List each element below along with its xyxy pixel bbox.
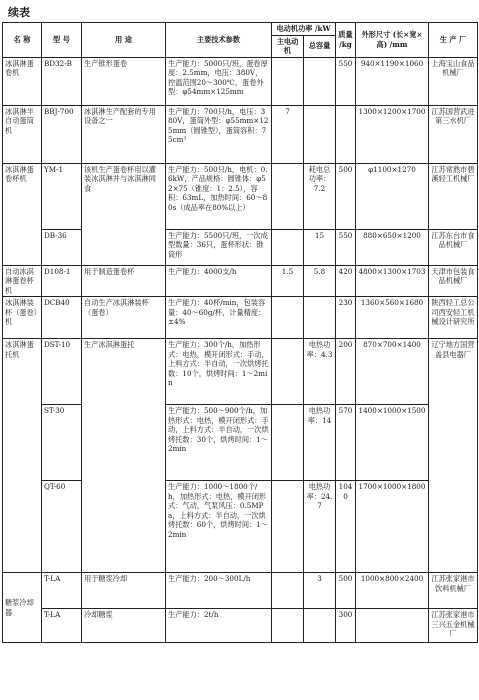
- cell-power-main: [272, 229, 304, 265]
- table-row: [3, 229, 478, 265]
- cell-params: 生产能力：5000只/班，蛋卷厚度：2.5mm，电压：380V，控温范围20～300℃，蛋卷外型：φ54mm×125mm: [166, 57, 272, 105]
- cell-model: QT-60: [42, 481, 82, 573]
- cell-model: DB-36: [42, 229, 82, 265]
- cell-mass: 500: [336, 573, 356, 609]
- cell-use: 冷却糖浆: [82, 609, 166, 643]
- cell-mfr: 上海宝山食品机械厂: [429, 57, 478, 105]
- cell-use: 生产锥形蛋卷: [82, 57, 166, 105]
- cell-mfr: 江苏国营武进第三水机厂: [429, 105, 478, 163]
- cell-use: 用于制造蛋卷杯: [82, 265, 166, 297]
- cell-power-main: [272, 339, 304, 405]
- cell-power-main: 1.5: [272, 265, 304, 297]
- cell-mass: 570: [336, 405, 356, 481]
- cell-power-main: 7: [272, 105, 304, 163]
- header-dims: 外形尺寸 (长×宽×高) /mm: [356, 23, 429, 58]
- cell-power-total: 3: [304, 573, 336, 609]
- cell-model: T-LA: [42, 609, 82, 643]
- cell-power-total: 5.8: [304, 265, 336, 297]
- cell-model: DCB40: [42, 297, 82, 339]
- table-row: [3, 573, 478, 609]
- header-name: 名 称: [3, 23, 42, 58]
- cell-name: 冰淇淋蛋托机: [3, 339, 42, 573]
- cell-power-total: 电热功率：14: [304, 405, 336, 481]
- table-row: [3, 405, 478, 481]
- cell-dims: 940×1190×1060: [356, 57, 429, 105]
- cell-use: 生产冰淇淋蛋托: [82, 339, 166, 573]
- cell-name: 自动冰淇淋蛋卷杯机: [3, 265, 42, 297]
- cell-model: DST-10: [42, 339, 82, 405]
- cell-params: 生产能力：700只/h，电压：380V，蛋筒外型：φ55mm×125mm（圆锥型），蛋筒容积：75cm³: [166, 105, 272, 163]
- cell-mass: 200: [336, 339, 356, 405]
- cell-power-main: [272, 609, 304, 643]
- header-power-main: 主电动机: [272, 35, 304, 57]
- cell-power-total: [304, 297, 336, 339]
- header-row: [3, 23, 478, 36]
- header-model: 型 号: [42, 23, 82, 58]
- cell-params: 生产能力：2t/h: [166, 609, 272, 643]
- header-power-total: 总容量: [304, 35, 336, 57]
- cell-mfr: 辽宁地方国营盖县电器厂: [429, 339, 478, 573]
- cell-name: 冰淇淋蛋卷机: [3, 57, 42, 105]
- cell-params: 生产能力：5500只/班，一次成型数量：36只，蛋杯形状：锥筒形: [166, 229, 272, 265]
- cell-mfr: 天津市包装食品机械厂: [429, 265, 478, 297]
- cell-dims: 4800×1300×1703: [356, 265, 429, 297]
- cell-power-total: [304, 105, 336, 163]
- header-power: 电动机功率 /kW: [272, 23, 336, 36]
- cell-dims: φ1100×1270: [356, 163, 429, 229]
- cell-power-total: 电热功率：4.3: [304, 339, 336, 405]
- cell-params: 生产能力：1000～1800个/h，加热形式：电热，模开闭形式：气动，气泵风压：0.5MPa，上料方式：半自动，一次烘烤托数：60个，烘烤时间：1～2min: [166, 481, 272, 573]
- cell-mass: 500: [336, 163, 356, 229]
- equipment-table: [2, 22, 478, 643]
- table-row: [3, 105, 478, 163]
- table-row: [3, 339, 478, 405]
- cell-dims: 1000×800×2400: [356, 573, 429, 609]
- cell-dims: 1400×1000×1500: [356, 405, 429, 481]
- cell-params: 生产能力：200～300L/h: [166, 573, 272, 609]
- cell-name: 冰淇淋半自动蛋筒机: [3, 105, 42, 163]
- cell-use: 该机生产蛋卷杯用以灌装冰淇淋并与冰淇淋同食: [82, 163, 166, 265]
- cell-mass: [336, 105, 356, 163]
- cell-mass: 300: [336, 609, 356, 643]
- cell-params: 生产能力：500只/h，电机：0.6kW，产品规格：圆锥体：φ52×75（锥度：1：2.5），容积：63mL，加热时间：60～80s（成品率在80%以上）: [166, 163, 272, 229]
- cell-params: 生产能力：4000支/h: [166, 265, 272, 297]
- cell-dims: [356, 609, 429, 643]
- table-row: [3, 163, 478, 229]
- table-row: [3, 297, 478, 339]
- cell-dims: 1360×560×1680: [356, 297, 429, 339]
- cell-mfr: 江苏东台市食品机械厂: [429, 229, 478, 265]
- header-mass: 质量 /kg: [336, 23, 356, 58]
- cell-use: 冰淇淋生产配套的专用设备之一: [82, 105, 166, 163]
- header-params: 主要技术参数: [166, 23, 272, 58]
- header-mfr: 生 产 厂: [429, 23, 478, 58]
- cell-mass: 1040: [336, 481, 356, 573]
- cell-mfr: 江苏张家港市饮料机械厂: [429, 573, 478, 609]
- cell-dims: 1300×1200×1700: [356, 105, 429, 163]
- table-row: [3, 481, 478, 573]
- cell-power-total: [304, 609, 336, 643]
- cell-dims: 880×650×1200: [356, 229, 429, 265]
- cell-mass: 550: [336, 57, 356, 105]
- cell-power-main: [272, 163, 304, 229]
- cell-mass: 550: [336, 229, 356, 265]
- cell-params: 生产能力：500～900个/h，加热形式：电热，模开闭形式：手动，上料方式：半自动，一次烘烤托数：30个，烘烤时间：1～2min: [166, 405, 272, 481]
- cell-model: BBJ-700: [42, 105, 82, 163]
- cell-mass: 420: [336, 265, 356, 297]
- cell-mfr: 陕西轻工总公司西安轻工机械设计研究所: [429, 297, 478, 339]
- cell-model: BD32-B: [42, 57, 82, 105]
- cell-power-total: 耗电总功率：7.2: [304, 163, 336, 229]
- cell-name: 冰淇淋蛋卷杯机: [3, 163, 42, 265]
- cell-power-main: [272, 405, 304, 481]
- cell-power-total: [304, 57, 336, 105]
- cell-name: 冰淇淋装杯（蛋卷）机: [3, 297, 42, 339]
- cell-model: YM-1: [42, 163, 82, 229]
- cell-power-total: 15: [304, 229, 336, 265]
- cell-mfr: 江苏张家港市三兴五金机械厂: [429, 609, 478, 643]
- table-row: [3, 265, 478, 297]
- cell-power-main: [272, 297, 304, 339]
- table-row: [3, 57, 478, 105]
- cell-params: 生产能力：40杯/min，包装容量：40～60g/杯，计量精度：±4%: [166, 297, 272, 339]
- cell-dims: 1700×1000×1800: [356, 481, 429, 573]
- cell-mfr: 江苏常熟市碧溪轻工机械厂: [429, 163, 478, 229]
- cell-power-main: [272, 481, 304, 573]
- cell-model: ST-30: [42, 405, 82, 481]
- cell-dims: 870×700×1400: [356, 339, 429, 405]
- cell-mass: 230: [336, 297, 356, 339]
- cell-use: 自动生产冰淇淋装杯（蛋卷）: [82, 297, 166, 339]
- cell-use: 用于糖浆冷却: [82, 573, 166, 609]
- cell-model: T-LA: [42, 573, 82, 609]
- continued-label: 续表: [8, 6, 30, 19]
- cell-power-total: 电热功率：24.7: [304, 481, 336, 573]
- cell-model: D108-1: [42, 265, 82, 297]
- cell-params: 生产能力：300个/h，加热形式：电热，模开闭形式：手动，上料方式：半自动，一次烘烤托数：10个，烘烤时间：1～2min: [166, 339, 272, 405]
- cell-name: 糖浆冷却器: [3, 573, 42, 643]
- cell-power-main: [272, 57, 304, 105]
- header-use: 用 途: [82, 23, 166, 58]
- cell-power-main: [272, 573, 304, 609]
- table-row: [3, 609, 478, 643]
